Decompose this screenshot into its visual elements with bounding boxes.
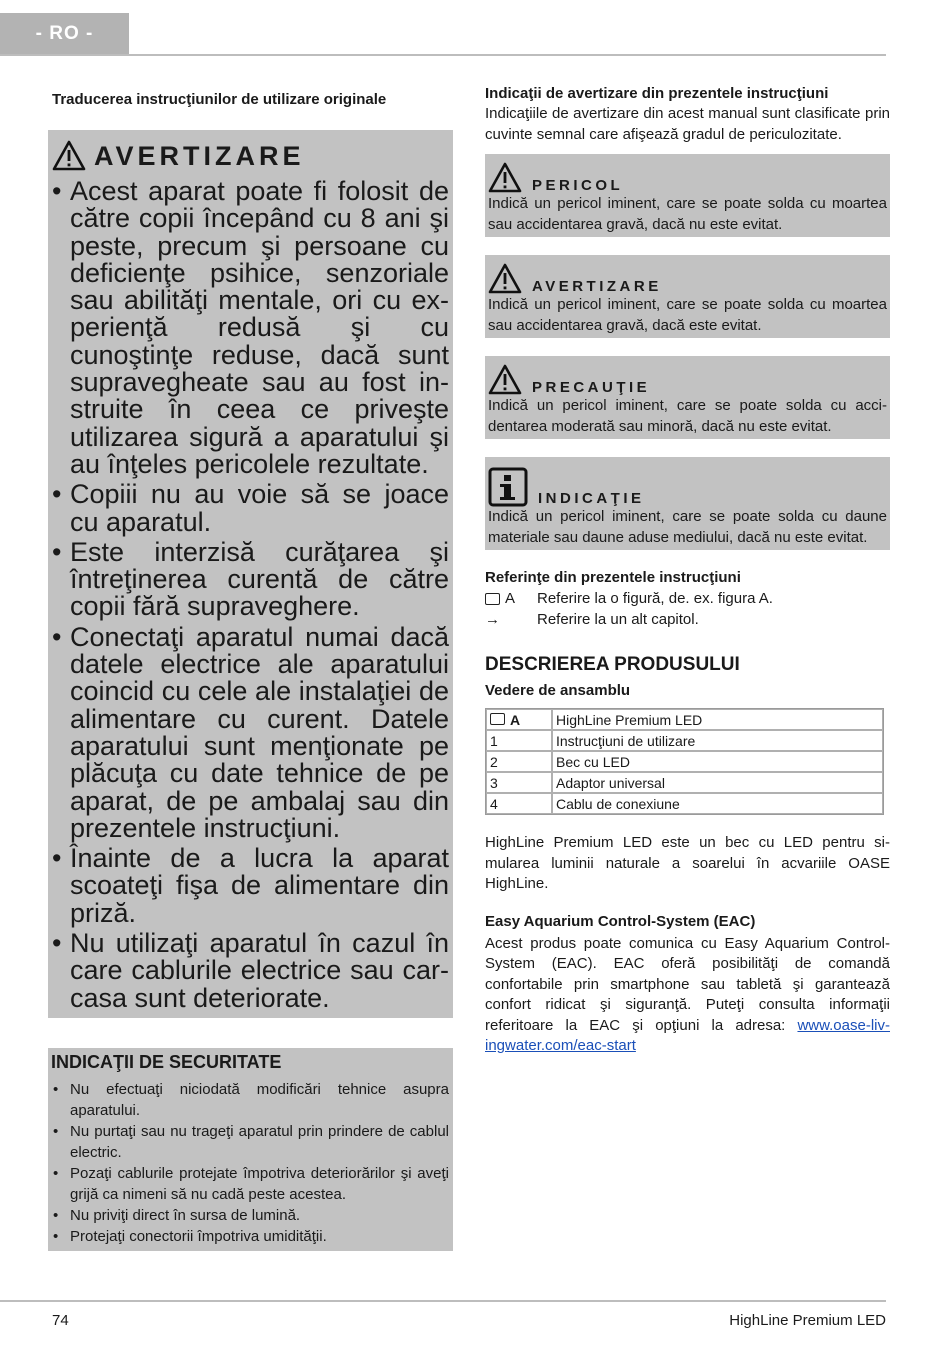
table-cell: 2 — [486, 751, 552, 772]
table-row — [486, 751, 883, 772]
warning-triangle-icon — [52, 140, 86, 172]
language-tab: - RO - — [0, 13, 129, 55]
page-number: 74 — [52, 1312, 69, 1329]
signal-box-precautie — [485, 356, 890, 439]
warning-triangle-icon — [488, 263, 522, 295]
warning-item: • Este interzisă curăţarea şi întreţinerea curentă de către copii fără supraveghere. — [52, 539, 449, 621]
product-paragraph: HighLine Premium LED este un bec cu LED pentru simularea luminii naturale a soarelui în acvariile OASE HighLine. — [485, 834, 890, 892]
signal-text: Indică un pericol iminent, care se poate solda cu daune materiale sau daune aduse mediului, dacă nu este evitat. — [488, 508, 887, 546]
table-cell: A — [486, 709, 552, 730]
signal-word: PRECAUŢIE — [532, 379, 651, 396]
safety-item: • Nu efectuaţi niciodată modificări tehnice asupra aparatului. — [51, 1079, 449, 1121]
table-cell: 3 — [486, 772, 552, 793]
table-cell: Bec cu LED — [552, 751, 883, 772]
safety-item: • Nu purtaţi sau nu trageţi aparatul prin prindere de cablul electric. — [51, 1121, 449, 1163]
table-row — [486, 793, 883, 814]
warning-item: • Înainte de a lucra la aparat scoateţi fişa de alimentare din priză. — [52, 845, 449, 927]
signal-text: Indică un pericol iminent, care se poate solda cu accidentarea moderată sau minoră, dacă nu este evitat. — [488, 397, 887, 435]
warning-item: • Acest aparat poate fi folosit de către copii începând cu 8 ani şi peste, precum şi persoane cu deficienţe psihice, senzoriale sau abilităţi mentale, ori cu experienţă redusă şi cu cunoştinţe reduse, dacă sunt supravegheate sau au fost instruite în ceea ce priveşte utilizarea sigură a aparatului şi au înţeles pericolele rezultate. — [52, 178, 449, 478]
overview-title: Vedere de ansamblu — [485, 682, 631, 699]
product-description-title: DESCRIEREA PRODUSULUI — [485, 654, 740, 675]
signal-box-pericol — [485, 154, 890, 237]
info-icon — [488, 467, 528, 507]
footer-divider — [0, 1300, 886, 1302]
safety-item: • Pozaţi cablurile protejate împotriva deteriorărilor şi aveţi grijă ca nimeni să nu cadă peste acestea. — [51, 1163, 449, 1205]
warning-triangle-icon — [488, 364, 522, 396]
warning-item: • Copiii nu au voie să se joace cu aparatul. — [52, 481, 449, 536]
safety-box — [48, 1048, 453, 1251]
eac-paragraph — [485, 934, 890, 1057]
footer-product-name: HighLine Premium LED — [729, 1312, 886, 1329]
signal-word: AVERTIZARE — [532, 278, 662, 295]
signal-text: Indică un pericol iminent, care se poate solda cu moartea sau accidentarea gravă, dacă nu este evitat. — [488, 195, 887, 233]
warning-list — [52, 178, 449, 1012]
figure-reference-symbol: A — [485, 588, 537, 609]
signal-word: PERICOL — [532, 177, 624, 194]
reference-row — [485, 609, 890, 630]
warning-title: AVERTIZARE — [94, 140, 305, 171]
arrow-right-icon: → — [485, 611, 500, 628]
header-divider — [0, 54, 886, 56]
signal-word: INDICAŢIE — [538, 490, 645, 507]
right-column — [485, 84, 890, 1057]
warnings-intro: Indicaţiile de avertizare din acest manual sunt clasificate prin cuvinte semnal care afişează gradul de periculozitate. — [485, 105, 890, 143]
safety-item: • Protejaţi conectorii împotriva umidităţii. — [51, 1226, 449, 1247]
references-title: Referinţe din prezentele instrucţiuni — [485, 569, 741, 586]
parts-table — [485, 708, 884, 815]
warnings-section-title: Indicaţii de avertizare din prezentele instrucţiuni — [485, 85, 829, 102]
reference-row — [485, 588, 890, 609]
eac-link[interactable]: www.oase-livingwater.com/eac-start — [485, 1016, 890, 1054]
warning-triangle-icon — [488, 162, 522, 194]
signal-box-avertizare — [485, 255, 890, 338]
figure-icon — [490, 713, 505, 725]
reference-text: Referire la o figură, de. ex. figura A. — [537, 590, 773, 607]
table-cell: Adaptor universal — [552, 772, 883, 793]
table-cell: Instrucţiuni de utilizare — [552, 730, 883, 751]
reference-text: Referire la un alt capitol. — [537, 611, 699, 628]
table-header-row — [486, 709, 883, 730]
table-cell: HighLine Premium LED — [552, 709, 883, 730]
signal-box-indicatie — [485, 457, 890, 550]
eac-text: Acest produs poate comunica cu Easy Aquarium Control-System (EAC). EAC oferă posibilităţi de comandă confortabile prin smartphone sau tabletă şi garantează confort ridicat şi siguranţă. Puteţi consulta informaţii referitoare la EAC şi opţiuni la adresa: — [485, 934, 890, 1034]
warning-box — [48, 130, 453, 1018]
warning-item: • Conectaţi aparatul numai dacă datele electrice ale aparatului coincid cu cele ale instalaţiei de alimentare cu curent. Datele aparatului sunt menţionate pe plăcuţa cu date tehnice de pe aparat, de pe ambalaj sau din prezentele instrucţiuni. — [52, 624, 449, 842]
translation-note: Traducerea instrucţiunilor de utilizare originale — [52, 91, 387, 108]
table-row — [486, 730, 883, 751]
table-cell: 4 — [486, 793, 552, 814]
references-section — [485, 568, 890, 630]
safety-title: INDICAŢII DE SECURITATE — [51, 1051, 282, 1072]
warning-item: • Nu utilizaţi aparatul în cazul în care cablurile electrice sau carcasa sunt deteriorate. — [52, 930, 449, 1012]
table-row — [486, 772, 883, 793]
table-cell: 1 — [486, 730, 552, 751]
signal-text: Indică un pericol iminent, care se poate solda cu moartea sau accidentarea gravă, dacă este evitat. — [488, 296, 887, 334]
eac-title: Easy Aquarium Control-System (EAC) — [485, 912, 756, 930]
warning-heading — [52, 134, 449, 178]
safety-list — [51, 1079, 449, 1247]
table-cell: Cablu de conexiune — [552, 793, 883, 814]
left-column — [48, 90, 453, 1251]
figure-icon — [485, 593, 500, 605]
safety-item: • Nu priviţi direct în sursa de lumină. — [51, 1205, 449, 1226]
